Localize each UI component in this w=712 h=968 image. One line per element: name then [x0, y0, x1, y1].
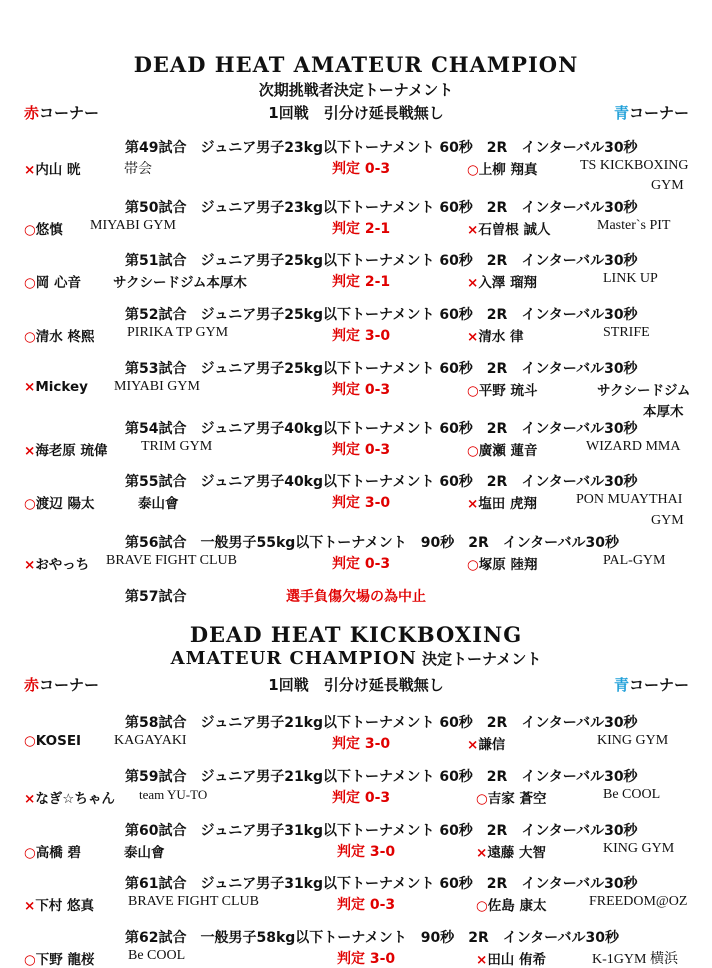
section1-title: DEAD HEAT AMATEUR CHAMPION	[133, 52, 579, 77]
red-name: 高橋 碧	[35, 845, 81, 861]
section2-subtitle-en: AMATEUR CHAMPION	[170, 648, 417, 669]
red-name: 悠慎	[35, 222, 63, 238]
blue-gym: PAL-GYM	[603, 553, 666, 568]
blue-fighter	[467, 733, 505, 753]
red-gym: MIYABI GYM	[114, 379, 200, 394]
red-fighter	[24, 439, 108, 459]
bout-header: 第62試合 一般男子58kg以下トーナメント 90秒 2R インターバル30秒	[125, 930, 619, 946]
red-fighter	[24, 553, 89, 573]
bout-header: 第58試合 ジュニア男子21kg以下トーナメント 60秒 2R インターバル30秒	[125, 715, 638, 731]
blue-fighter	[467, 379, 537, 399]
red-gym: KAGAYAKI	[114, 733, 187, 748]
loss-mark: ×	[467, 737, 479, 753]
red-gym: サクシードジム本厚木	[113, 275, 247, 291]
win-mark: ○	[476, 898, 488, 914]
judgement: 判定 0-3	[332, 790, 391, 806]
section1-subtitle: 次期挑戦者決定トーナメント	[258, 81, 454, 99]
blue-name: 塚原 陸翔	[478, 557, 538, 573]
bout-header: 第54試合 ジュニア男子40kg以下トーナメント 60秒 2R インターバル30秒	[125, 421, 638, 437]
blue-name: 石曽根 誠人	[478, 222, 551, 238]
bout-header: 第61試合 ジュニア男子31kg以下トーナメント 60秒 2R インターバル30秒	[125, 876, 638, 892]
loss-mark: ×	[467, 222, 479, 238]
judgement: 判定 0-3	[332, 161, 391, 177]
blue-gym: LINK UP	[603, 271, 658, 286]
blue-gym-line2: 本厚木	[643, 404, 684, 420]
section2-subtitle-jp: 決定トーナメント	[421, 650, 542, 668]
blue-gym-line2: GYM	[651, 513, 684, 528]
blue-name: 吉家 蒼空	[487, 791, 547, 807]
red-name: なぎ☆ちゃん	[35, 791, 115, 807]
section1-blue-corner	[614, 102, 689, 123]
judgement: 判定 0-3	[332, 382, 391, 398]
cancel-note: 選手負傷欠場の為中止	[286, 589, 426, 605]
judgement: 判定 3-0	[332, 328, 391, 344]
blue-fighter	[476, 841, 546, 861]
blue-fighter	[476, 787, 546, 807]
bout-header: 第53試合 ジュニア男子25kg以下トーナメント 60秒 2R インターバル30秒	[125, 361, 638, 377]
blue-name: 田山 侑希	[487, 952, 547, 968]
bout-header: 第57試合	[125, 589, 187, 605]
judgement: 判定 0-3	[337, 897, 396, 913]
loss-mark: ×	[24, 162, 36, 178]
bout-header: 第52試合 ジュニア男子25kg以下トーナメント 60秒 2R インターバル30秒	[125, 307, 638, 323]
judgement: 判定 2-1	[332, 221, 391, 237]
red-name: 下野 龍桜	[35, 952, 95, 968]
win-mark: ○	[467, 383, 479, 399]
section2-blue-corner	[614, 674, 689, 695]
loss-mark: ×	[467, 329, 479, 345]
blue-name: 佐島 康太	[487, 898, 547, 914]
red-gym: TRIM GYM	[141, 439, 213, 454]
bout-header: 第56試合 一般男子55kg以下トーナメント 90秒 2R インターバル30秒	[125, 535, 619, 551]
bout-header: 第55試合 ジュニア男子40kg以下トーナメント 60秒 2R インターバル30秒	[125, 474, 638, 490]
win-mark: ○	[24, 952, 36, 968]
blue-fighter	[467, 492, 537, 512]
blue-gym: PON MUAYTHAI	[576, 492, 683, 507]
loss-mark: ×	[467, 275, 479, 291]
judgement: 判定 3-0	[337, 844, 396, 860]
red-corner-label: コーナー	[39, 676, 100, 694]
bout-header: 第49試合 ジュニア男子23kg以下トーナメント 60秒 2R インターバル30秒	[125, 140, 638, 156]
blue-gym: K-1GYM 横浜	[592, 952, 678, 967]
blue-name: 清水 律	[478, 329, 524, 345]
red-name: 内山 晄	[35, 162, 81, 178]
red-name: 下村 悠真	[35, 898, 95, 914]
win-mark: ○	[24, 496, 36, 512]
red-corner-label: コーナー	[39, 104, 100, 122]
win-mark: ○	[24, 329, 36, 345]
blue-fighter	[467, 158, 537, 178]
win-mark: ○	[467, 162, 479, 178]
red-fighter	[24, 271, 81, 291]
blue-fighter	[467, 553, 537, 573]
red-fighter	[24, 325, 94, 345]
blue-corner-label: コーナー	[629, 676, 690, 694]
red-name: おやっち	[35, 557, 90, 573]
red-fighter	[24, 894, 94, 914]
red-corner-mark: 赤	[24, 676, 40, 694]
red-fighter	[24, 158, 81, 178]
red-gym: BRAVE FIGHT CLUB	[128, 894, 259, 909]
blue-fighter	[467, 218, 551, 238]
red-name: 清水 柊熙	[35, 329, 95, 345]
win-mark: ○	[24, 733, 36, 749]
red-name: 岡 心音	[35, 275, 81, 291]
judgement: 判定 0-3	[332, 556, 391, 572]
red-gym: PIRIKA TP GYM	[127, 325, 229, 340]
blue-gym: TS KICKBOXING	[580, 158, 689, 173]
red-gym: Be COOL	[128, 948, 186, 963]
blue-gym: KING GYM	[597, 733, 669, 748]
loss-mark: ×	[24, 791, 36, 807]
loss-mark: ×	[24, 557, 36, 573]
loss-mark: ×	[467, 496, 479, 512]
red-corner-mark: 赤	[24, 104, 40, 122]
judgement: 判定 3-0	[337, 951, 396, 967]
win-mark: ○	[24, 845, 36, 861]
win-mark: ○	[24, 275, 36, 291]
blue-gym: STRIFE	[603, 325, 650, 340]
blue-corner-mark: 青	[614, 104, 630, 122]
win-mark: ○	[467, 443, 479, 459]
red-gym: 帯会	[124, 162, 152, 177]
judgement: 判定 3-0	[332, 495, 391, 511]
blue-name: 塩田 虎翔	[478, 496, 538, 512]
win-mark: ○	[476, 791, 488, 807]
section2-subtitle	[0, 648, 712, 669]
loss-mark: ×	[24, 898, 36, 914]
judgement: 判定 2-1	[332, 274, 391, 290]
red-fighter	[24, 379, 88, 395]
win-mark: ○	[467, 557, 479, 573]
bout-header: 第50試合 ジュニア男子23kg以下トーナメント 60秒 2R インターバル30秒	[125, 200, 638, 216]
blue-gym-line2: GYM	[651, 178, 684, 193]
loss-mark: ×	[24, 379, 36, 395]
judgement: 判定 3-0	[332, 736, 391, 752]
loss-mark: ×	[24, 443, 36, 459]
red-name: 海老原 琉偉	[35, 443, 108, 459]
red-fighter	[24, 948, 94, 968]
blue-gym: Master`s PIT	[597, 218, 671, 233]
red-name: Mickey	[35, 379, 88, 395]
blue-fighter	[467, 439, 537, 459]
blue-name: 上柳 翔真	[478, 162, 538, 178]
loss-mark: ×	[476, 952, 488, 968]
blue-corner-mark: 青	[614, 676, 630, 694]
red-name: KOSEI	[35, 733, 82, 749]
blue-gym: サクシードジム	[597, 383, 691, 399]
red-fighter	[24, 218, 63, 238]
blue-gym: KING GYM	[603, 841, 675, 856]
blue-name: 遠藤 大智	[487, 845, 547, 861]
blue-gym: WIZARD MMA	[586, 439, 681, 454]
section2-round-note: 1回戦 引分け延長戦無し	[268, 676, 444, 694]
blue-name: 平野 琉斗	[478, 383, 538, 399]
bout-header: 第51試合 ジュニア男子25kg以下トーナメント 60秒 2R インターバル30秒	[125, 253, 638, 269]
red-gym: BRAVE FIGHT CLUB	[106, 553, 237, 568]
red-fighter	[24, 787, 115, 807]
win-mark: ○	[24, 222, 36, 238]
red-gym: team YU-TO	[139, 787, 208, 802]
red-name: 渡辺 陽太	[35, 496, 95, 512]
blue-name: 入澤 瑠翔	[478, 275, 538, 291]
red-fighter	[24, 492, 94, 512]
judgement: 判定 0-3	[332, 442, 391, 458]
section2-title: DEAD HEAT KICKBOXING	[189, 622, 523, 647]
red-gym: 泰山會	[124, 845, 165, 861]
blue-fighter	[467, 325, 524, 345]
red-fighter	[24, 841, 81, 861]
bout-header: 第59試合 ジュニア男子21kg以下トーナメント 60秒 2R インターバル30秒	[125, 769, 638, 785]
loss-mark: ×	[476, 845, 488, 861]
red-gym: MIYABI GYM	[90, 218, 176, 233]
blue-gym: Be COOL	[603, 787, 661, 802]
blue-fighter	[467, 271, 537, 291]
blue-fighter	[476, 894, 546, 914]
bout-header: 第60試合 ジュニア男子31kg以下トーナメント 60秒 2R インターバル30秒	[125, 823, 638, 839]
red-fighter	[24, 733, 81, 749]
blue-name: 廣瀬 蓮音	[478, 443, 538, 459]
blue-gym: FREEDOM@OZ	[589, 894, 688, 909]
red-gym: 泰山會	[138, 496, 179, 512]
blue-fighter	[476, 948, 546, 968]
blue-name: 謙信	[478, 737, 506, 753]
section1-round-note: 1回戦 引分け延長戦無し	[268, 104, 444, 122]
blue-corner-label: コーナー	[629, 104, 690, 122]
